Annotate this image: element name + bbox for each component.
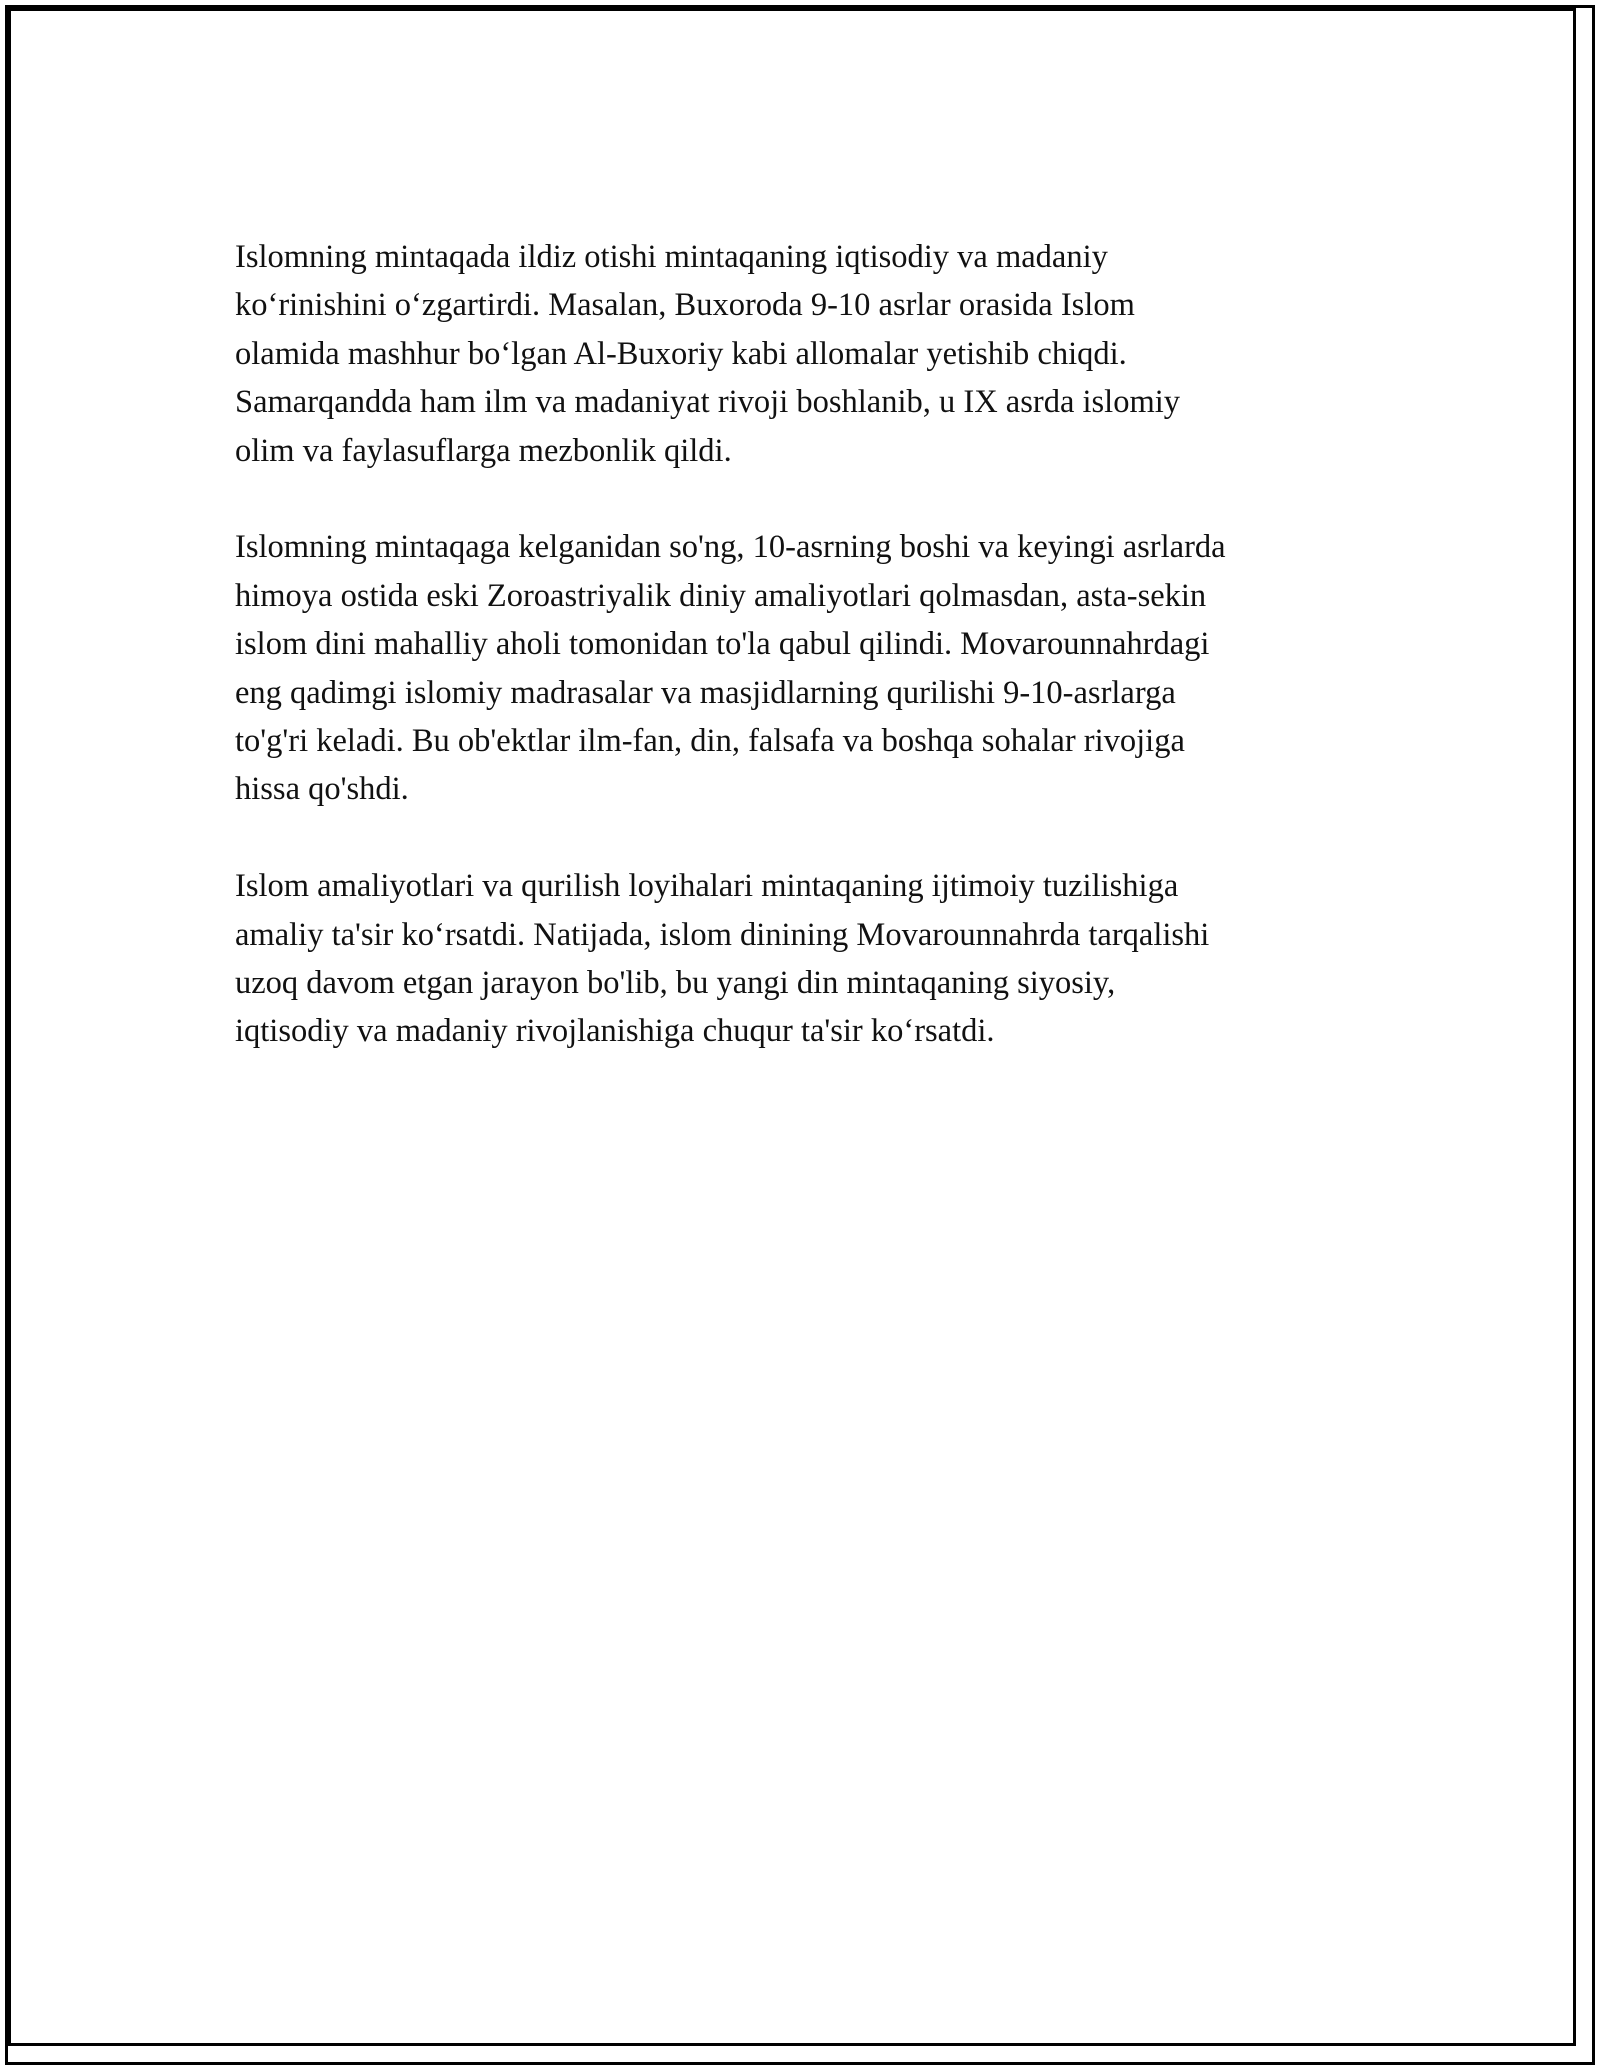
text-line: uzoq davom etgan jarayon bo'lib, bu yangi din mintaqaning siyosiy, xyxy=(235,965,1116,1002)
text-line: himoya ostida eski Zoroastriyalik diniy amaliyotlari qolmasdan, asta-sekin xyxy=(235,577,1207,614)
text-line: islom dini mahalliy aholi tomonidan to'la qabul qilindi. Movarounnahrdagi xyxy=(235,626,1210,663)
document-body xyxy=(235,233,1375,1056)
paragraph-3 xyxy=(235,862,1375,1056)
text-line: Samarqandda ham ilm va madaniyat rivoji boshlanib, u IX asrda islomiy xyxy=(235,384,1181,421)
paragraph-1 xyxy=(235,233,1375,475)
text-line: eng qadimgi islomiy madrasalar va masjidlarning qurilishi 9-10-asrlarga xyxy=(235,674,1176,711)
text-line: amaliy ta'sir ko‘rsatdi. Natijada, islom dinining Movarounnahrda tarqalishi xyxy=(235,916,1210,953)
text-line: to'g'ri keladi. Bu ob'ektlar ilm-fan, din, falsafa va boshqa sohalar rivojiga xyxy=(235,723,1185,760)
text-line: iqtisodiy va madaniy rivojlanishiga chuqur ta'sir ko‘rsatdi. xyxy=(235,1013,995,1050)
text-line: hissa qo'shdi. xyxy=(235,771,409,808)
text-line: ko‘rinishini o‘zgartirdi. Masalan, Buxoroda 9-10 asrlar orasida Islom xyxy=(235,287,1135,324)
text-line: olamida mashhur bo‘lgan Al-Buxoriy kabi allomalar yetishib chiqdi. xyxy=(235,335,1127,372)
text-line: Islom amaliyotlari va qurilish loyihalari mintaqaning ijtimoiy tuzilishiga xyxy=(235,868,1179,905)
text-line: olim va faylasuflarga mezbonlik qildi. xyxy=(235,432,732,469)
text-line: Islomning mintaqada ildiz otishi mintaqaning iqtisodiy va madaniy xyxy=(235,239,1108,275)
paragraph-2 xyxy=(235,523,1375,813)
text-line: Islomning mintaqaga kelganidan so'ng, 10-asrning boshi va keyingi asrlarda xyxy=(235,529,1226,566)
